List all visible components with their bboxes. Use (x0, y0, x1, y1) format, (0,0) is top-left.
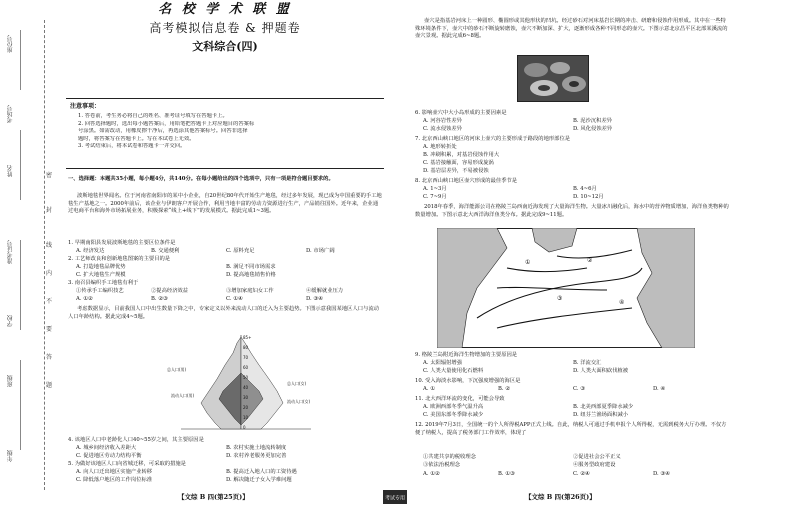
answer-option: A. ①② (76, 296, 93, 302)
question-stem: 1. 早期南阳县发展波斯地毯的主要区位条件是 (68, 240, 176, 246)
question-stem: 7. 北京西山峡口地区的河床上壶穴的主要形成于路段的地形部位是 (415, 136, 571, 142)
fill-line (20, 360, 21, 450)
option: A. 经济发达 (76, 248, 105, 254)
seal-char: 不 (46, 298, 53, 305)
option: A. 河谷岩性差异 (423, 118, 462, 124)
fill-line (20, 240, 21, 330)
left-page (66, 0, 384, 510)
answer-option: D. ③④ (653, 471, 670, 477)
option: B. 满足不同市场需求 (226, 264, 276, 270)
fill-line (20, 30, 21, 90)
seal-char: 密 (46, 172, 53, 179)
option: C. ③ (573, 386, 585, 392)
note-item: 题时，将答案写在答题卡上。写在本试卷上无效。 (78, 135, 195, 142)
margin-label-seat: 座位号 (7, 35, 14, 53)
option: C. 扩大地毯生产规模 (76, 272, 126, 278)
option: D. 提高地毯销售价格 (226, 272, 276, 278)
exam-subtitle: 文科综合(四) (192, 40, 258, 53)
right-page (413, 0, 729, 510)
page-footer-right: 【文综 B 四(第26页)】 (525, 493, 596, 501)
exam-seal-stamp (382, 489, 408, 505)
section-title: 一、选择题：本题共35小题，每小题4分，共140分。在每小题给出的四个选项中，只有一项是符合题目要求的。 (68, 176, 334, 182)
option: D. 纽芬兰渔场面积减小 (573, 412, 629, 418)
option: A. 向人口迁出地区实施产业转移 (76, 469, 153, 475)
margin-label-class: 班级 (7, 375, 14, 387)
binding-margin (0, 0, 60, 510)
question-stem: 2. 工艺师改良和创新地毯图案的主要目的是 (68, 256, 171, 262)
option: B. 农村实施土地流转制度 (226, 445, 287, 451)
option: C. 降低落户地区的工作岗位标准 (76, 477, 153, 483)
note-item: 号涂黑。如需改动，用橡皮擦干净后，再选涂其他答案标号。回答非选择 (78, 128, 248, 135)
option: D. 农村养老服务更加完善 (226, 453, 287, 459)
divider (66, 168, 384, 169)
option: D. 市场广阔 (306, 248, 335, 254)
age-tick: 10 (243, 415, 249, 420)
note-item: 1. 答卷前，考生务必将自己的姓名、准考证号填写在答题卡上。 (78, 113, 228, 119)
notes-heading: 注意事项： (70, 103, 101, 110)
question-stem: 6. 影响壶穴中大小岛形成的主要因素是 (415, 110, 507, 116)
option: B. 泥沙沉积差异 (573, 118, 613, 124)
option: B. 北美西部夏季降水减少 (573, 404, 634, 410)
note-item: 2. 回答选择题时，选出每小题答案后，用铅笔把答题卡上对应题目的答案标 (78, 120, 255, 127)
page-footer-left: 【文综 B 四(第25页)】 (178, 493, 249, 501)
option: D. 风化侵蚀差异 (573, 126, 613, 132)
option: C. 促进地区劳动力结构平衡 (76, 453, 142, 459)
age-tick: 20 (243, 405, 249, 410)
option: B. 交通便利 (151, 248, 180, 254)
question-stem: 9. 格陵兰岛附近海洋生物增加的主要原因是 (415, 352, 518, 358)
option: B. 洋流交汇 (573, 360, 602, 366)
option: A. 1~3月 (423, 186, 447, 192)
answer-option: B. ②③ (151, 296, 168, 302)
question-stem: 4. 该地区人口中老龄化人口40~55岁之间，其主要原因是 (68, 437, 204, 443)
svg-text:考试专用: 考试专用 (384, 495, 406, 502)
option: ②促进社会公平正义 (573, 454, 621, 460)
age-tick: 50 (243, 375, 249, 380)
pothole-photo (517, 55, 589, 102)
option: C. 美国东部冬季降水减少 (423, 412, 484, 418)
margin-label-room: 考场号 (7, 105, 14, 123)
option: C. 基岩接触面，容易形成旋涡 (423, 160, 494, 166)
option: A. ① (423, 386, 435, 392)
fill-line (20, 130, 21, 200)
passage-2: 考虑数据显示，目前我国人口中出生数量下降之中，专家定义以外来流动人口的迁入为主要趋势。下图示意我国某地区人口与流动人口年龄结构。据此完成4~5题。 (68, 306, 379, 320)
passage-1: 波斯地毯世界闻名。位于河南省南阳市的某中小企业，自20世纪80年代开始生产地毯，经过多年发展，现已成为中国重要的手工地毯生产基地之一。2000年前后，该企业与伊朗客户开展合作，利用当地丰富的劳动力资源进行生产，产品销往国外。近年来，企业通过电商平台和海外市场拓展业务，积极探索“线上+线下”的发展模式。据此完成1~3题。 (68, 193, 382, 215)
age-tick: 85+ (243, 335, 252, 340)
option: A. 地形转折处 (423, 144, 457, 150)
svg-text:①: ① (525, 259, 531, 266)
brand-title: 名 校 学 术 联 盟 (158, 2, 292, 17)
legend-total-male: 总人口(男) (167, 367, 187, 372)
option: B. 4~6月 (573, 186, 597, 192)
legend-total-female: 总人口(女) (287, 381, 307, 386)
option: D. 人类大面积砍伐植被 (573, 368, 629, 374)
legend-migrant-female: 流动人口(女) (287, 399, 311, 404)
legend-migrant-male: 流动人口(男) (171, 393, 195, 398)
option: ③依法治税理念 (423, 462, 461, 468)
seal-char: 线 (46, 242, 53, 249)
notes-list (78, 113, 378, 151)
option: C. 人类大量使用化石燃料 (423, 368, 484, 374)
question-stem: 12. 2019年7月3日，全国统一的个人所得税APP正式上线。自此，纳税人可通过手机申报个人所得税，无需到税务大厅办理。不仅方便了纳税人，提高了税务部门工作效率，体现了 (415, 422, 727, 436)
age-tick: 30 (243, 395, 249, 400)
option: C. 原料充足 (226, 248, 255, 254)
answer-option: A. ①② (423, 471, 440, 477)
option: ①传承手工编织技艺 (76, 288, 124, 294)
option: ④缓解就业压力 (306, 288, 344, 294)
svg-text:④: ④ (619, 299, 625, 306)
option: A. 太阳辐射增强 (423, 360, 462, 366)
option: C. 7~9月 (423, 194, 447, 200)
seal-char: 答 (46, 354, 53, 361)
option: B. 提高迁入地人口的工资待遇 (226, 469, 297, 475)
option: B. 冲刷积累，对基岩侵蚀作用大 (423, 152, 500, 158)
option: ②提高经济效益 (151, 288, 189, 294)
passage-3: 壶穴是指基岩河床上一种圆形、椭圆形或其他形状的凹坑。经过砂石对河床基岩长期的冲击、研磨和侵蚀作用形成。其中在一些特殊环境条件下，壶穴中的砂石不断旋转磨蚀，壶穴不断加深、扩大，逐渐形成各种不同形态的壶穴。下图示意北京昌平区北部某溪流的壶穴景观。据此完成6~8题。 (415, 18, 728, 40)
exam-title: 高考模拟信息卷 & 押题卷 (149, 21, 301, 35)
age-tick: 40 (243, 385, 249, 390)
population-pyramid (161, 333, 361, 433)
north-atlantic-map (437, 228, 695, 348)
question-stem: 8. 北京西山峡口地区壶穴形成的最佳季节是 (415, 178, 518, 184)
note-item: 3. 考试结束后，将本试卷和答题卡一并交回。 (78, 143, 186, 150)
age-tick: 0 (243, 425, 246, 430)
option: D. ④ (653, 386, 666, 392)
option: D. 基岩层差异，不易被侵蚀 (423, 168, 489, 174)
margin-label-ticket: 准考证号 (7, 240, 14, 264)
answer-option: C. ②④ (573, 471, 590, 477)
option: ③增加家庭妇女工作 (226, 288, 274, 294)
seal-char: 内 (46, 270, 53, 277)
margin-label-name: 姓名 (7, 165, 14, 177)
answer-option: C. ①④ (226, 296, 243, 302)
answer-option: D. ③④ (306, 296, 323, 302)
question-stem: 11. 北大西洋环流的变化，可能会导致 (415, 396, 505, 402)
question-stem: 3. 南召县编织手工地毯有利于 (68, 280, 139, 286)
age-tick: 60 (243, 365, 249, 370)
question-stem: 5. 为做好该地区人口向省城迁移，可采取的措施是 (68, 461, 186, 467)
option: A. 欧洲西部冬季气温升高 (423, 404, 484, 410)
seal-dashed-line (44, 20, 45, 490)
option: C. 流水侵蚀差异 (423, 126, 463, 132)
answer-option: B. ①③ (498, 471, 515, 477)
option: D. 解决随迁子女入学难问题 (226, 477, 292, 483)
age-tick: 80 (243, 345, 249, 350)
seal-char: 封 (46, 207, 53, 214)
margin-label-grade: 年级 (7, 450, 14, 462)
option: ①共建共享的税收理念 (423, 454, 476, 460)
option: B. ② (498, 386, 511, 392)
passage-4: 2018年春季，海洋能源公司在格陵兰岛西南近海发现了大量海洋生物。大量冰川融化后，海水中的营养物质增加，海洋鱼类物种的数量增加。下图示意北大西洋海洋鱼类分布。据此完成9~11题。 (415, 204, 729, 218)
option: A. 城乡间经济收入差距大 (76, 445, 137, 451)
seal-char: 题 (46, 382, 53, 389)
svg-text:②: ② (587, 257, 593, 264)
option: D. 10~12月 (573, 194, 604, 200)
margin-label-school: 学校 (7, 315, 14, 327)
age-tick: 70 (243, 355, 249, 360)
option: A. 打造地毯品牌优势 (76, 264, 126, 270)
svg-text:③: ③ (557, 295, 563, 302)
seal-char: 要 (46, 326, 53, 333)
option: ④服务型政府建设 (573, 462, 616, 468)
divider (66, 98, 384, 99)
question-stem: 10. 受入海淡水影响，下沉强度增强的海区是 (415, 378, 521, 384)
